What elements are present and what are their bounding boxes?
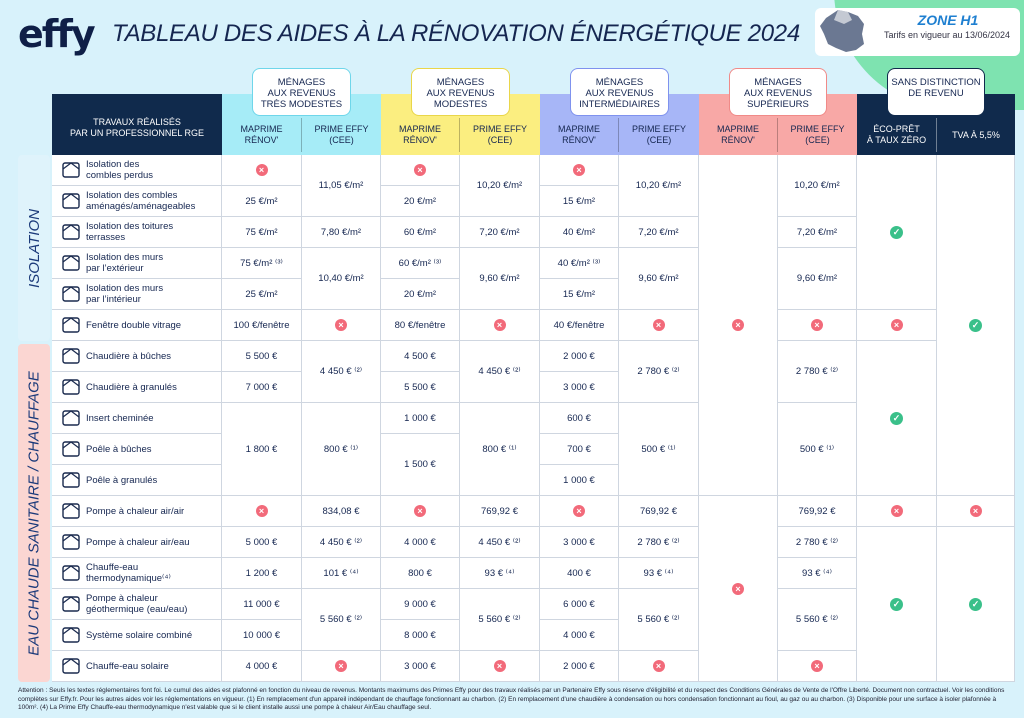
cell-value: 700 € (567, 443, 591, 455)
cell-value: 7 000 € (245, 381, 278, 393)
table-cell (540, 620, 619, 651)
pellet-stove-icon (60, 470, 82, 490)
table-cell (857, 155, 937, 310)
section-isolation-label: ISOLATION (25, 208, 43, 288)
cell-value: 769,92 € (481, 505, 518, 517)
cell-value: 5 560 € ⁽²⁾ (478, 614, 521, 625)
table-cell (460, 310, 540, 341)
table-cell (381, 434, 460, 496)
table-cell (540, 341, 619, 372)
cell-value: 2 000 € (563, 350, 595, 362)
table-cell (222, 217, 302, 248)
table-cell (460, 155, 540, 217)
col-header-maprime: MAPRIME RÉNOV' (540, 118, 619, 152)
page-title: TABLEAU DES AIDES À LA RÉNOVATION ÉNERGÉTIQUE 2024 (112, 20, 800, 47)
row-label-text: Chauffe-eau solaire (86, 660, 169, 672)
table-cell (778, 155, 857, 217)
table-cell (381, 279, 460, 310)
cell-value: 2 780 € ⁽²⁾ (795, 366, 839, 377)
cell-value: 93 € ⁽⁴⁾ (643, 567, 674, 579)
cell-value: 5 560 € ⁽²⁾ (795, 614, 839, 625)
cell-value: 4 450 € ⁽²⁾ (319, 366, 363, 377)
cell-value: 75 €/m² ⁽³⁾ (240, 257, 283, 269)
table-cell (857, 527, 937, 682)
cell-value: 800 € ⁽¹⁾ (323, 443, 359, 455)
cell-value: 7,20 €/m² (479, 226, 520, 238)
cell-value: 10,20 €/m² (794, 180, 840, 191)
not-eligible-icon: × (335, 319, 347, 331)
not-eligible-icon: × (335, 660, 347, 672)
table-cell (381, 620, 460, 651)
row-label (52, 589, 222, 620)
table-cell (222, 155, 302, 186)
eligible-check-icon: ✓ (890, 412, 903, 425)
table-cell (222, 496, 302, 527)
table-cell (222, 620, 302, 651)
table-cell (381, 155, 460, 186)
not-eligible-icon: × (414, 505, 426, 517)
row-label-text: Pompe à chaleur air/air (86, 505, 185, 517)
row-label-text: Isolation des murs par l’intérieur (86, 283, 164, 305)
row-label-text: Poêle à bûches (86, 443, 152, 455)
not-eligible-icon: × (494, 660, 506, 672)
table-cell (778, 217, 857, 248)
table-cell (302, 310, 381, 341)
table-cell (540, 558, 619, 589)
col-header-prime-effy: PRIME EFFY (CEE) (314, 124, 369, 145)
table-cell (381, 310, 460, 341)
cell-value: 2 780 € ⁽²⁾ (637, 536, 680, 548)
table-cell (619, 558, 699, 589)
cell-value: 15 €/m² (562, 195, 596, 207)
table-cell (302, 558, 381, 589)
col-header-maprime: MAPRIME RÉNOV' (699, 118, 778, 152)
cell-value: 3 000 € (563, 536, 595, 548)
ac-unit-icon (60, 501, 82, 521)
table-cell (857, 310, 937, 341)
not-eligible-icon: × (891, 505, 903, 517)
table-cell (778, 651, 857, 682)
row-label (52, 620, 222, 651)
section-eau-chaude (18, 344, 50, 682)
table-cell (619, 248, 699, 310)
not-eligible-icon: × (653, 660, 665, 672)
cell-value: 40 €/m² (562, 226, 596, 238)
cell-value: 4 450 € ⁽²⁾ (478, 366, 521, 377)
table-cell (222, 372, 302, 403)
row-label (52, 465, 222, 496)
table-cell (460, 248, 540, 310)
not-eligible-icon: × (494, 319, 506, 331)
section-isolation (18, 155, 50, 341)
row-label-text: Isolation des combles aménagés/aménageables (86, 190, 196, 212)
cell-value: 101 € ⁽⁴⁾ (323, 567, 359, 579)
fireplace-icon (60, 408, 82, 428)
row-label-text: Chaudière à bûches (86, 350, 172, 362)
table-cell (302, 527, 381, 558)
stove-icon (60, 439, 82, 459)
cell-value: 769,92 € (640, 505, 677, 517)
row-label-text: Isolation des murs par l’extérieur (86, 252, 164, 274)
group-header: MÉNAGES AUX REVENUS MODESTES (411, 68, 510, 116)
table-cell (540, 279, 619, 310)
table-cell (381, 341, 460, 372)
cell-value: 400 € (567, 567, 591, 579)
table-cell (619, 403, 699, 496)
table-cell (460, 527, 540, 558)
section-eau-chaude-label: EAU CHAUDE SANITAIRE / CHAUFFAGE (25, 370, 43, 656)
table-cell (302, 248, 381, 310)
table-cell (778, 403, 857, 496)
cell-value: 9,60 €/m² (638, 273, 679, 284)
table-cell (540, 589, 619, 620)
cell-value: 7,20 €/m² (796, 226, 838, 238)
cell-value: 75 €/m² (245, 226, 278, 238)
cell-value: 2 780 € ⁽²⁾ (637, 366, 680, 377)
table-cell (302, 651, 381, 682)
table-cell (699, 155, 778, 496)
attic-icon (60, 191, 82, 211)
cell-value: 1 800 € (245, 443, 278, 455)
table-cell (460, 341, 540, 403)
cell-value: 1 000 € (563, 474, 595, 486)
not-eligible-icon: × (573, 505, 585, 517)
table-cell (857, 496, 937, 527)
col-header-prime-effy: PRIME EFFY (CEE) (790, 124, 845, 145)
cell-value: 9,60 €/m² (479, 273, 520, 284)
table-cell (381, 403, 460, 434)
cell-value: 5 000 € (245, 536, 278, 548)
cell-value: 10,40 €/m² (318, 273, 364, 284)
table-cell (699, 496, 778, 682)
table-cell (619, 217, 699, 248)
cell-value: 10,20 €/m² (635, 180, 682, 191)
table-cell (619, 155, 699, 217)
table-cell (381, 217, 460, 248)
cell-value: 5 560 € ⁽²⁾ (637, 614, 680, 625)
cell-value: 8 000 € (404, 629, 436, 641)
table-cell (460, 589, 540, 651)
cell-value: 500 € ⁽¹⁾ (641, 443, 676, 455)
table-cell (778, 589, 857, 651)
table-cell (619, 527, 699, 558)
not-eligible-icon: × (811, 319, 823, 331)
cell-value: 800 € ⁽¹⁾ (482, 443, 517, 455)
row-label-text: Chaudière à granulés (86, 381, 177, 393)
table-cell (778, 341, 857, 403)
row-label (52, 341, 222, 372)
france-map-icon (818, 8, 870, 54)
cell-value: 80 €/fenêtre (394, 319, 446, 331)
table-cell (460, 403, 540, 496)
table-cell (381, 527, 460, 558)
table-cell (937, 527, 1015, 682)
not-eligible-icon: × (653, 319, 665, 331)
table-cell (381, 186, 460, 217)
table-cell (222, 186, 302, 217)
cell-value: 5 500 € (245, 350, 278, 362)
cell-value: 60 €/m² (403, 226, 437, 238)
row-label (52, 527, 222, 558)
cell-value: 2 780 € ⁽²⁾ (795, 536, 839, 548)
table-cell (222, 558, 302, 589)
row-label (52, 372, 222, 403)
table-cell (222, 248, 302, 279)
table-cell (460, 496, 540, 527)
table-cell (540, 496, 619, 527)
tarifs-date: Tarifs en vigueur au 13/06/2024 (883, 30, 1011, 40)
table-cell (619, 341, 699, 403)
cell-value: 769,92 € (798, 505, 836, 517)
table-cell (540, 217, 619, 248)
col-header-prime-effy: PRIME EFFY (CEE) (472, 124, 527, 145)
row-label-text: Isolation des toitures terrasses (86, 221, 174, 243)
cell-value: 600 € (567, 412, 591, 424)
table-cell (302, 217, 381, 248)
row-label-text: Pompe à chaleur air/eau (86, 536, 190, 548)
table-cell (619, 496, 699, 527)
cell-value: 834,08 € (322, 505, 360, 517)
table-cell (540, 527, 619, 558)
cell-value: 15 €/m² (562, 288, 596, 300)
cell-value: 4 000 € (404, 536, 436, 548)
table-cell (540, 248, 619, 279)
wall-exterior-icon (60, 253, 82, 273)
cell-value: 1 000 € (404, 412, 436, 424)
col-header-maprime: MAPRIME RÉNOV' (222, 118, 302, 152)
flat-roof-icon (60, 222, 82, 242)
table-cell (381, 248, 460, 279)
cell-value: 4 000 € (245, 660, 278, 672)
cell-value: 2 000 € (563, 660, 595, 672)
table-cell (222, 527, 302, 558)
table-cell (619, 589, 699, 651)
cell-value: 500 € ⁽¹⁾ (799, 443, 835, 455)
solar-water-heater-icon (60, 656, 82, 676)
table-cell (381, 372, 460, 403)
cell-value: 5 500 € (404, 381, 436, 393)
cell-value: 10 000 € (243, 629, 280, 641)
row-label (52, 155, 222, 186)
cell-value: 20 €/m² (403, 195, 437, 207)
cell-value: 4 500 € (404, 350, 436, 362)
table-cell (460, 217, 540, 248)
row-label (52, 217, 222, 248)
row-label-text: Pompe à chaleur géothermique (eau/eau) (86, 593, 188, 615)
eligible-check-icon: ✓ (890, 226, 903, 239)
group-header: MÉNAGES AUX REVENUS INTERMÉDIAIRES (570, 68, 669, 116)
table-cell (540, 186, 619, 217)
cell-value: 4 000 € (563, 629, 595, 641)
not-eligible-icon: × (256, 164, 268, 176)
row-label (52, 248, 222, 279)
table-cell (222, 651, 302, 682)
solar-panel-icon (60, 625, 82, 645)
col-header-prime-effy: PRIME EFFY (CEE) (631, 124, 686, 145)
table-cell (540, 651, 619, 682)
cell-value: 6 000 € (563, 598, 595, 610)
cell-value: 4 450 € ⁽²⁾ (478, 536, 521, 548)
cell-value: 4 450 € ⁽²⁾ (319, 536, 363, 548)
cell-value: 25 €/m² (245, 195, 278, 207)
table-cell (222, 341, 302, 372)
table-cell (778, 248, 857, 310)
table-cell (540, 465, 619, 496)
group-header: MÉNAGES AUX REVENUS TRÈS MODESTES (252, 68, 351, 116)
not-eligible-icon: × (573, 164, 585, 176)
col-header-travaux: TRAVAUX RÉALISÉS PAR UN PROFESSIONNEL RGE (69, 117, 205, 138)
not-eligible-icon: × (414, 164, 426, 176)
water-heater-icon (60, 563, 82, 583)
table-cell (619, 651, 699, 682)
heat-pump-icon (60, 532, 82, 552)
wall-interior-icon (60, 284, 82, 304)
col-header-tva: TVA À 5,5% (952, 129, 1000, 140)
footnote: Attention : Seuls les textes réglementaires font foi. Le cumul des aides est plafonné en fonction du niveau de revenus. Montants maximums des Primes Effy pour des travaux réalisés par un Partenaire Effy sous réserve d'éligibilité et du respect des Conditions Générales de Vente de l'Offre Liberté. Document non contractuel. Voir les conditions complètes sur Effy.fr. Pour les autres aides voir les réglementations en vigueur. (1) En remplacement d'un appareil indépendant de chauffage fonctionnant au charbon. (2) En remplacement d'une chaudière à condensation ou hors condensation fonctionnant au fioul, au gaz ou au charbon. (3) Disponible pour une surface à isoler plafonnée à 100m². (4) La Prime Effy Chauffe-eau thermodynamique n'est valable que si le client installe aussi une pompe à chaleur Air/Eau chauffage seul. (18, 687, 1005, 711)
table-cell (222, 279, 302, 310)
cell-value: 20 €/m² (403, 288, 437, 300)
table-cell (778, 496, 857, 527)
row-label (52, 434, 222, 465)
table-cell (540, 403, 619, 434)
table-cell (540, 155, 619, 186)
group-header: SANS DISTINCTION DE REVENU (887, 68, 985, 116)
eligible-check-icon: ✓ (969, 319, 982, 332)
row-label (52, 496, 222, 527)
table-cell (302, 341, 381, 403)
row-label (52, 651, 222, 682)
col-header-eco-pret: ÉCO-PRÊT À TAUX ZÉRO (857, 118, 937, 152)
cell-value: 40 €/fenêtre (553, 319, 605, 331)
table-cell (302, 403, 381, 496)
row-label-text: Système solaire combiné (86, 629, 193, 641)
table-cell (222, 310, 302, 341)
table-cell (302, 155, 381, 217)
row-label-text: Fenêtre double vitrage (86, 319, 182, 331)
row-label-text: Isolation des combles perdus (86, 159, 154, 181)
table-cell (460, 558, 540, 589)
not-eligible-icon: × (732, 583, 744, 595)
table-cell (540, 434, 619, 465)
table-cell (381, 558, 460, 589)
row-label (52, 403, 222, 434)
cell-value: 7,80 €/m² (320, 226, 362, 238)
table-cell (222, 403, 302, 496)
eligible-check-icon: ✓ (969, 598, 982, 611)
cell-value: 25 €/m² (245, 288, 278, 300)
row-label-text: Insert cheminée (86, 412, 154, 424)
table-cell (302, 589, 381, 651)
table-cell (540, 372, 619, 403)
col-header-maprime: MAPRIME RÉNOV' (381, 118, 460, 152)
roof-icon (60, 160, 82, 180)
geothermal-icon (60, 594, 82, 614)
cell-value: 1 200 € (245, 567, 278, 579)
row-label-text: Chauffe-eau thermodynamique⁽⁴⁾ (86, 562, 171, 584)
not-eligible-icon: × (891, 319, 903, 331)
cell-value: 7,20 €/m² (638, 226, 679, 238)
cell-value: 1 500 € (404, 459, 436, 470)
table-cell (619, 310, 699, 341)
table-cell (460, 651, 540, 682)
zone-label: ZONE H1 (917, 12, 979, 28)
boiler-icon (60, 346, 82, 366)
cell-value: 3 000 € (404, 660, 436, 672)
table-cell (381, 651, 460, 682)
cell-value: 40 €/m² ⁽³⁾ (557, 257, 601, 269)
not-eligible-icon: × (256, 505, 268, 517)
cell-value: 10,20 €/m² (476, 180, 523, 191)
row-label (52, 558, 222, 589)
pellet-boiler-icon (60, 377, 82, 397)
table-cell (778, 558, 857, 589)
cell-value: 93 € ⁽⁴⁾ (802, 567, 832, 579)
group-header: MÉNAGES AUX REVENUS SUPÉRIEURS (729, 68, 827, 116)
not-eligible-icon: × (732, 319, 744, 331)
table-cell (540, 310, 619, 341)
table-cell (302, 496, 381, 527)
window-icon (60, 315, 82, 335)
effy-logo: effy (18, 12, 94, 56)
cell-value: 11 000 € (243, 598, 280, 610)
cell-value: 93 € ⁽⁴⁾ (484, 567, 515, 579)
cell-value: 9 000 € (404, 598, 436, 610)
cell-value: 100 €/fenêtre (233, 319, 290, 331)
cell-value: 3 000 € (563, 381, 595, 393)
table-cell (778, 527, 857, 558)
table-cell (222, 589, 302, 620)
table-cell (381, 589, 460, 620)
table-cell (778, 310, 857, 341)
row-label (52, 310, 222, 341)
row-label-text: Poêle à granulés (86, 474, 158, 486)
cell-value: 9,60 €/m² (796, 273, 838, 284)
table-cell (381, 496, 460, 527)
not-eligible-icon: × (970, 505, 982, 517)
cell-value: 11,05 €/m² (318, 180, 364, 191)
table-cell (937, 496, 1015, 527)
cell-value: 800 € (408, 567, 432, 579)
row-label (52, 186, 222, 217)
table-cell (937, 155, 1015, 496)
cell-value: 5 560 € ⁽²⁾ (319, 614, 363, 625)
row-label (52, 279, 222, 310)
cell-value: 60 €/m² ⁽³⁾ (398, 257, 442, 269)
eligible-check-icon: ✓ (890, 598, 903, 611)
not-eligible-icon: × (811, 660, 823, 672)
table-cell (857, 341, 937, 496)
